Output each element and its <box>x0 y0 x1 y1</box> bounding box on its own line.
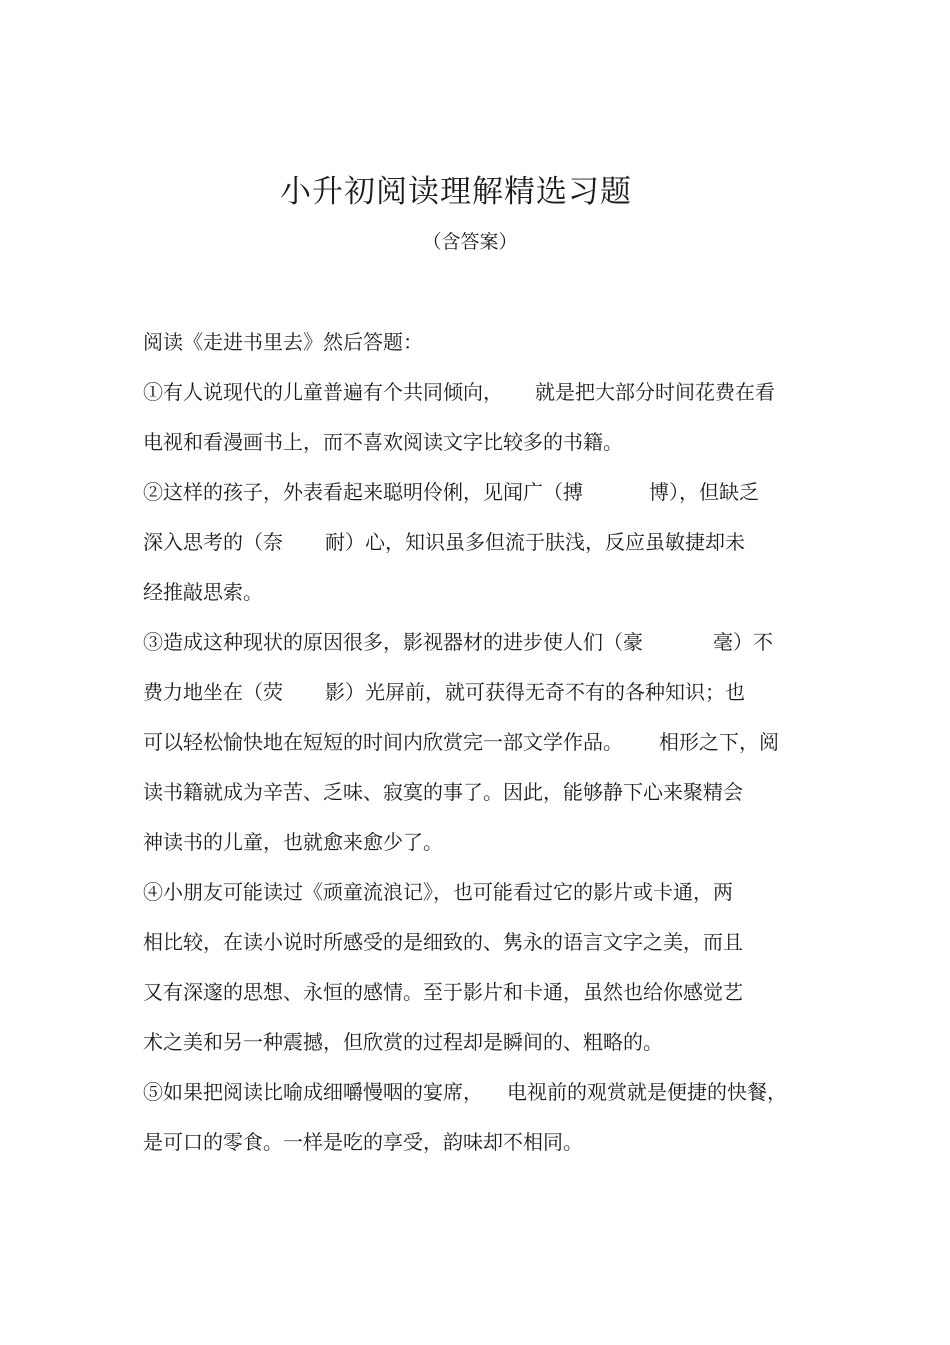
paragraph-line <box>143 577 263 607</box>
text-segment: 电视和看漫画书上，而不喜欢阅读文字比较多的书籍。 <box>143 430 623 454</box>
text-segment: ①有人说现代的儿童普遍有个共同倾向， <box>143 380 503 404</box>
text-segment: 读书籍就成为辛苦、乏味、寂寞的事了。因此，能够静下心来聚精会 <box>143 780 743 804</box>
text-segment: 神读书的儿童，也就愈来愈少了。 <box>143 830 443 854</box>
paragraph-line <box>143 1077 787 1107</box>
paragraph-line <box>143 877 733 907</box>
text-segment: 深入思考的（奈 <box>143 530 283 554</box>
text-segment: 博），但缺乏 <box>649 480 759 504</box>
text-segment: 术之美和另一种震撼，但欣赏的过程却是瞬间的、粗略的。 <box>143 1030 663 1054</box>
text-segment: 相形之下，阅 <box>659 730 779 754</box>
reading-instruction: 阅读《走进书里去》然后答题： <box>143 330 423 354</box>
text-segment: ③造成这种现状的原因很多，影视器材的进步使人们（豪 <box>143 630 643 654</box>
page-title: 小升初阅读理解精选习题 <box>280 174 632 210</box>
paragraph-line <box>143 777 743 807</box>
text-segment: 可以轻松愉快地在短短的时间内欣赏完一部文学作品。 <box>143 730 623 754</box>
text-segment: ⑤如果把阅读比喻成细嚼慢咽的宴席， <box>143 1080 483 1104</box>
paragraph-line <box>143 677 745 707</box>
page-subtitle: （含答案） <box>422 231 518 253</box>
paragraph-line <box>143 377 775 407</box>
paragraph-line <box>143 1127 583 1157</box>
text-segment: 毫）不 <box>713 630 773 654</box>
paragraph-line <box>143 977 743 1007</box>
text-segment: 就是把大部分时间花费在看 <box>535 380 775 404</box>
text-segment: ②这样的孩子，外表看起来聪明伶俐，见闻广（搏 <box>143 480 583 504</box>
text-segment: 相比较，在读小说时所感受的是细致的、隽永的语言文字之美，而且 <box>143 930 743 954</box>
text-segment: 费力地坐在（荧 <box>143 680 283 704</box>
paragraph-line <box>143 527 745 557</box>
paragraph-line <box>143 427 623 457</box>
text-segment: 耐）心，知识虽多但流于肤浅，反应虽敏捷却未 <box>325 530 745 554</box>
paragraph-line <box>143 927 743 957</box>
paragraph-line <box>143 1027 663 1057</box>
text-segment: 经推敲思索。 <box>143 580 263 604</box>
paragraph-line <box>143 727 779 757</box>
text-segment: 又有深邃的思想、永恒的感情。至于影片和卡通，虽然也给你感觉艺 <box>143 980 743 1004</box>
text-segment: ④小朋友可能读过《顽童流浪记》，也可能看过它的影片或卡通，两 <box>143 880 733 904</box>
text-segment: 电视前的观赏就是便捷的快餐， <box>507 1080 787 1104</box>
paragraph-line <box>143 627 773 657</box>
paragraph-line <box>143 477 759 507</box>
text-segment: 影）光屏前，就可获得无奇不有的各种知识；也 <box>325 680 745 704</box>
text-segment: 是可口的零食。一样是吃的享受，韵味却不相同。 <box>143 1130 583 1154</box>
paragraph-line <box>143 827 443 857</box>
